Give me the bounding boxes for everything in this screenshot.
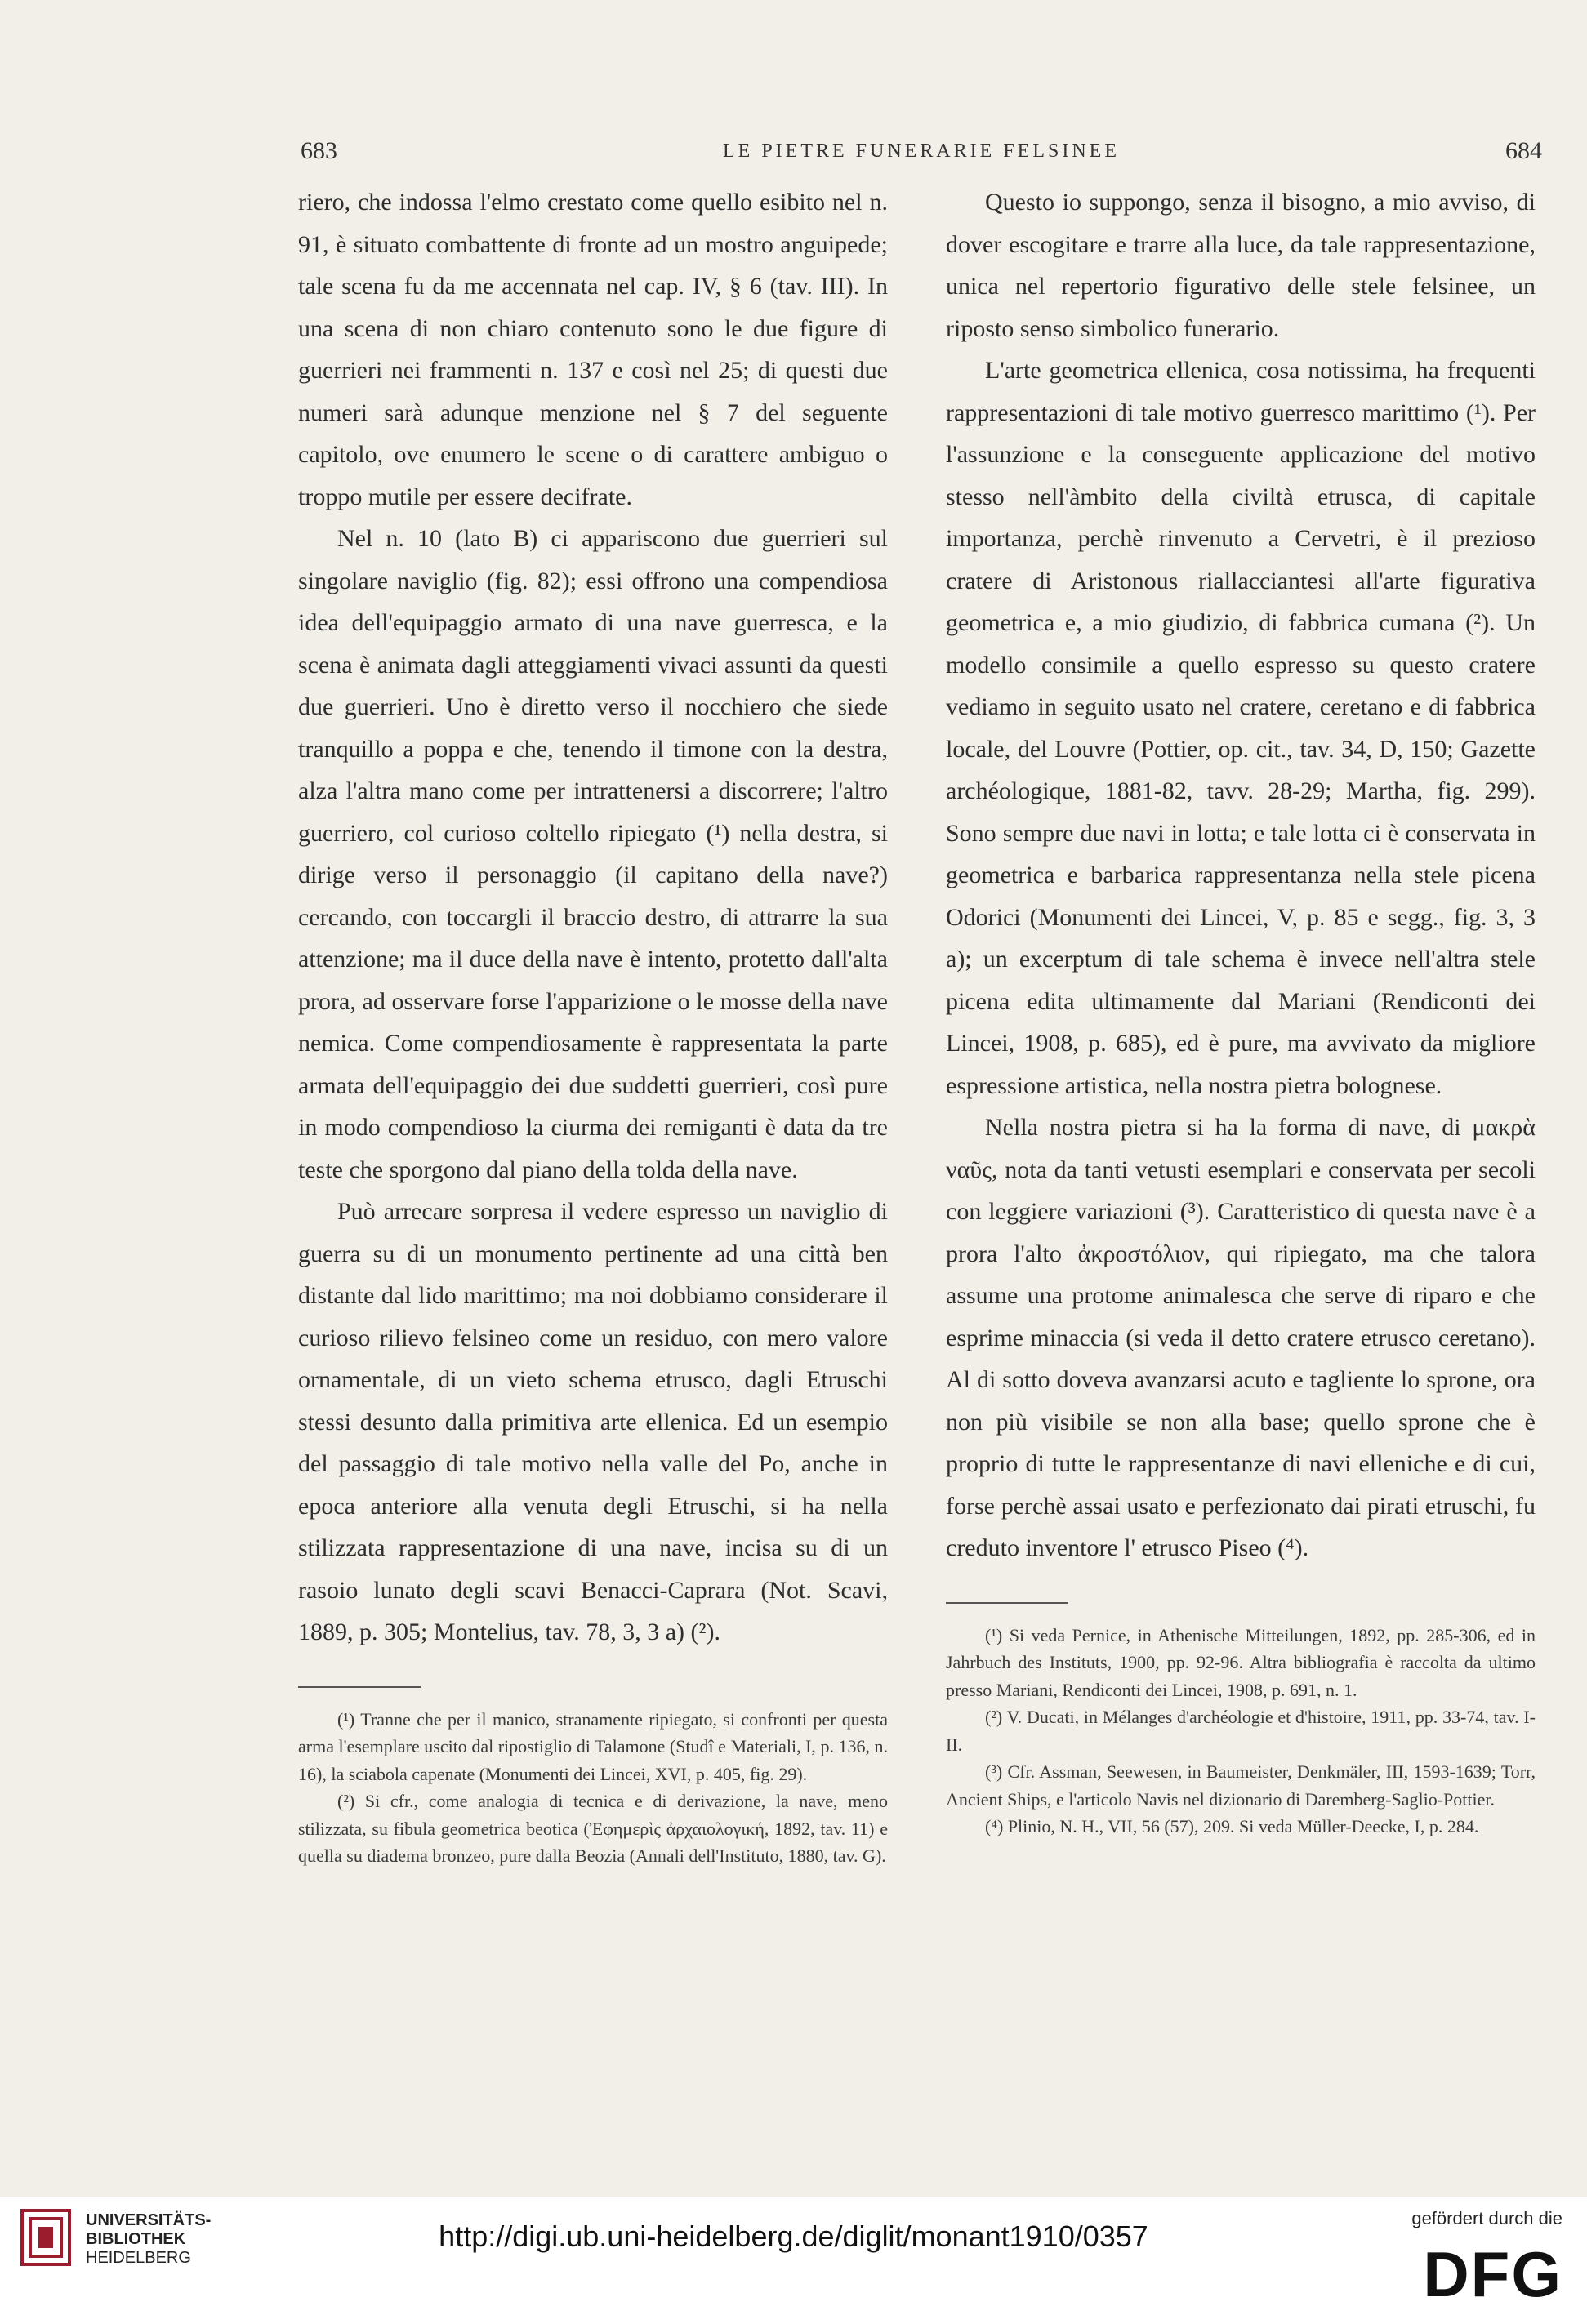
running-header — [301, 137, 1542, 170]
footnote: (¹) Tranne che per il manico, stranamente ripiegato, si confronti per questa arma l'esemplare uscito dal ripostiglio di Talamone (Studî e Materiali, I, p. 136, n. 16), la sciabola capenate (Monumenti dei Lincei, XVI, p. 405, fig. 29). — [298, 1708, 888, 1784]
footnote: (²) Si cfr., come analogia di tecnica e di derivazione, la nave, meno stilizzata, su fibula geometrica beotica (Ἐφημερὶς ἀρχαιολογική, 1892, tav. 11) e quella su diadema bronzeo, pure dalla Beozia (Annali dell'Instituto, 1880, tav. G). — [298, 1791, 888, 1866]
right-column — [946, 181, 1536, 1841]
dfg-logo: DFG — [1423, 2238, 1562, 2310]
library-line: HEIDELBERG — [86, 2249, 191, 2267]
footnote: (⁴) Plinio, N. H., VII, 56 (57), 209. Si veda Müller-Deecke, I, p. 284. — [985, 1816, 1479, 1836]
body-paragraph: Può arrecare sorpresa il vedere espresso un naviglio di guerra su di un monumento pertinente ad una città ben distante dal lido marittimo; ma noi dobbiamo considerare il curioso rilievo felsineo come un residuo, con mero valore ornamentale, di un vieto schema etrusco, dagli Etruschi stessi desunto dalla primitiva arte ellenica. Ed un esempio del passaggio di tale motivo nella valle del Po, anche in epoca anteriore alla venuta degli Etruschi, si ha nella stilizzata rappresentazione di una nave, incisa su di un rasoio lunato degli scavi Benacci-Caprara (Not. Scavi, 1889, p. 305; Montelius, tav. 78, 3, 3 a) (²). — [298, 1198, 888, 1645]
permalink-url[interactable]: http://digi.ub.uni-heidelberg.de/diglit/monant1910/0357 — [439, 2219, 1148, 2253]
footnote: (³) Cfr. Assman, Seewesen, in Baumeister, Denkmäler, III, 1593-1639; Torr, Ancient Ships, e l'articolo Navis nel dizionario di Daremberg-Saglio-Pottier. — [946, 1761, 1536, 1810]
body-paragraph: Nel n. 10 (lato B) ci appariscono due guerrieri sul singolare naviglio (fig. 82); essi offrono una compendiosa idea dell'equipaggio armato di una nave guerresca, e la scena è animata dagli atteggiamenti vivaci assunti da questi due guerrieri. Uno è diretto verso il nocchiero che siede tranquillo a poppa e che, tenendo il timone con la destra, alza l'altra mano come per intrattenersi a discorrere; l'altro guerriero, col curioso coltello ripiegato (¹) nella destra, si dirige verso il personaggio (il capitano della nave?) cercando, con toccargli il braccio destro, di attrarre la sua attenzione; ma il duce della nave è intento, protetto dall'alta prora, ad osservare forse l'apparizione o le mosse della nave nemica. Come compendiosamente è rappresentata la parte armata dell'equipaggio dei due suddetti guerrieri, così pure in modo compendioso la ciurma dei remiganti è data da tre teste che sporgono dal piano della tolda della nave. — [298, 525, 888, 1183]
library-line: BIBLIOTHEK — [86, 2230, 186, 2248]
body-paragraph: L'arte geometrica ellenica, cosa notissima, ha frequenti rappresentazioni di tale motivo guerresco marittimo (¹). Per l'assunzione e la conseguente applicazione del motivo stesso nell'àmbito della civiltà etrusca, di capitale importanza, perchè rinvenuto a Cervetri, è il prezioso cratere di Aristonous riallacciantesi all'arte figurativa geometrica e, a mio giudizio, di fabbrica cumana (²). Un modello consimile a quello espresso su questo cratere vediamo in seguito usato nel cratere, ceretano e di fabbrica locale, del Louvre (Pottier, op. cit., tav. 34, D, 150; Gazette archéologique, 1881-82, tavv. 28-29; Martha, fig. 299). Sono sempre due navi in lotta; e tale lotta ci è conservata in geometrica e barbarica rappresentanza nella stele picena Odorici (Monumenti dei Lincei, V, p. 85 e segg., fig. 3, 3 a); un excerptum di tale schema è invece nell'altra stele picena edita ultimamente dal Mariani (Rendiconti dei Lincei, 1908, p. 685), ed è pure, ma avvivato da migliore espressione artistica, nella nostra pietra bolognese. — [946, 357, 1536, 1099]
footnote: (¹) Si veda Pernice, in Athenische Mitteilungen, 1892, pp. 285-306, ed in Jahrbuch des Instituts, 1900, pp. 92-96. Altra bibliografia è raccolta da ultimo presso Mariani, Rendiconti dei Lincei, 1908, p. 691, n. 1. — [946, 1624, 1536, 1700]
footer-bar — [0, 2197, 1587, 2324]
funded-by-label: gefördert durch die — [1411, 2208, 1562, 2228]
footnote-divider — [298, 1686, 421, 1688]
body-paragraph: Nella nostra pietra si ha la forma di nave, di μακρὰ ναῦς, nota da tanti vetusti esemplari e conservata per secoli con leggiere variazioni (³). Caratteristico di questa nave è a prora l'alto ἀκροστόλιον, qui ripiegato, ma che talora assume una protome animalesca che serve di riparo e che esprime minaccia (si veda il detto cratere etrusco ceretano). Al di sotto doveva avanzarsi acuto e tagliente lo sprone, ora non più visibile se non alla base; quello sprone che è proprio di tutte le rappresentanze di navi elleniche e di cui, forse perchè assai usato e perfezionato dai pirati etruschi, fu creduto inventore l' etrusco Piseo (⁴). — [946, 1114, 1536, 1561]
right-page-number: 684 — [1505, 137, 1542, 164]
left-column — [298, 181, 888, 1870]
running-title: LE PIETRE FUNERARIE FELSINEE — [723, 140, 1120, 162]
library-line: UNIVERSITÄTS- — [86, 2211, 212, 2229]
left-page-number: 683 — [301, 137, 337, 164]
body-paragraph: Questo io suppongo, senza il bisogno, a mio avviso, di dover escogitare e trarre alla luce, da tale rappresentazione, unica nel repertorio figurativo delle stele felsinee, un riposto senso simbolico funerario. — [946, 189, 1536, 342]
footnote-divider — [946, 1602, 1068, 1604]
footnote: (²) V. Ducati, in Mélanges d'archéologie et d'histoire, 1911, pp. 33-74, tav. I-II. — [946, 1707, 1536, 1755]
body-paragraph: riero, che indossa l'elmo crestato come quello esibito nel n. 91, è situato combattente di fronte ad un mostro anguipede; tale scena fu da me accennata nel cap. IV, § 6 (tav. III). In una scena di non chiaro contenuto sono le due figure di guerrieri nei frammenti n. 137 e così nel 25; di questi due numeri sarà adunque menzione nel § 7 del seguente capitolo, ove enumero le scene o di carattere ambiguo o troppo mutile per essere decifrate. — [298, 189, 888, 510]
